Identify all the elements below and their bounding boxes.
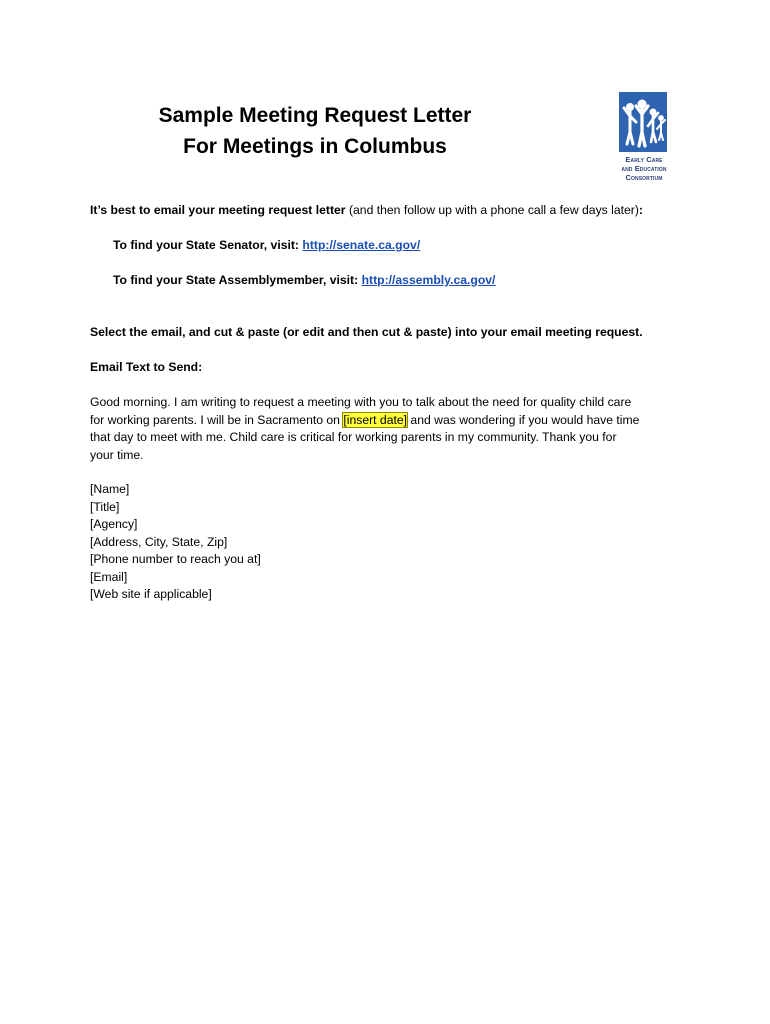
signature-address: [Address, City, State, Zip]: [90, 534, 228, 549]
signature-website: [Web site if applicable]: [90, 587, 212, 601]
logo-text: [606, 155, 682, 182]
intro-line: [90, 202, 643, 220]
intro-normal: (and then follow up with a phone call a few days later): [345, 203, 639, 217]
intro-colon: :: [638, 203, 643, 217]
body-line-2-pre: for working parents. I will be in Sacramento on: [90, 412, 344, 427]
senator-link[interactable]: http://senate.ca.gov/: [302, 238, 421, 252]
assembly-link[interactable]: http://assembly.ca.gov/: [361, 273, 496, 287]
logo-line-2: and Education: [621, 164, 667, 173]
logo-line-1: Early Care: [625, 155, 663, 164]
title-line-1: Sample Meeting Request Letter: [158, 104, 472, 127]
body-line-4: your time.: [90, 447, 144, 462]
title-line-2: For Meetings in Columbus: [183, 135, 447, 158]
body-line-1: Good morning. I am writing to request a meeting with you to talk about the need for quality child care: [90, 395, 632, 409]
people-figures-icon: [619, 92, 667, 152]
body-line-3: that day to meet with me. Child care is critical for working parents in my community. Thank you for: [90, 430, 617, 444]
signature-name: [Name]: [90, 482, 130, 496]
logo-line-3: Consortium: [625, 173, 663, 182]
instruction-text: Select the email, and cut & paste (or edit and then cut & paste) into your email meeting request.: [90, 325, 643, 339]
senator-label: To find your State Senator, visit:: [113, 238, 303, 252]
intro-bold: It’s best to email your meeting request letter: [90, 203, 346, 217]
consortium-logo: [606, 92, 682, 188]
body-line-2: [90, 412, 690, 430]
email-body: [90, 394, 690, 464]
insert-date-highlight: [insert date]: [343, 412, 408, 427]
signature-agency: [Agency]: [90, 517, 138, 531]
signature-block: [90, 481, 690, 604]
signature-email: [Email]: [90, 569, 128, 584]
body-line-2-post: and was wondering if you would have time: [407, 412, 640, 427]
senator-line: [113, 237, 420, 255]
page-title: [90, 100, 540, 162]
signature-title: [Title]: [90, 499, 120, 514]
assembly-label: To find your State Assemblymember, visit:: [113, 273, 362, 287]
assembly-line: [113, 272, 495, 290]
email-heading: Email Text to Send:: [90, 360, 203, 374]
signature-phone: [Phone number to reach you at]: [90, 552, 261, 566]
